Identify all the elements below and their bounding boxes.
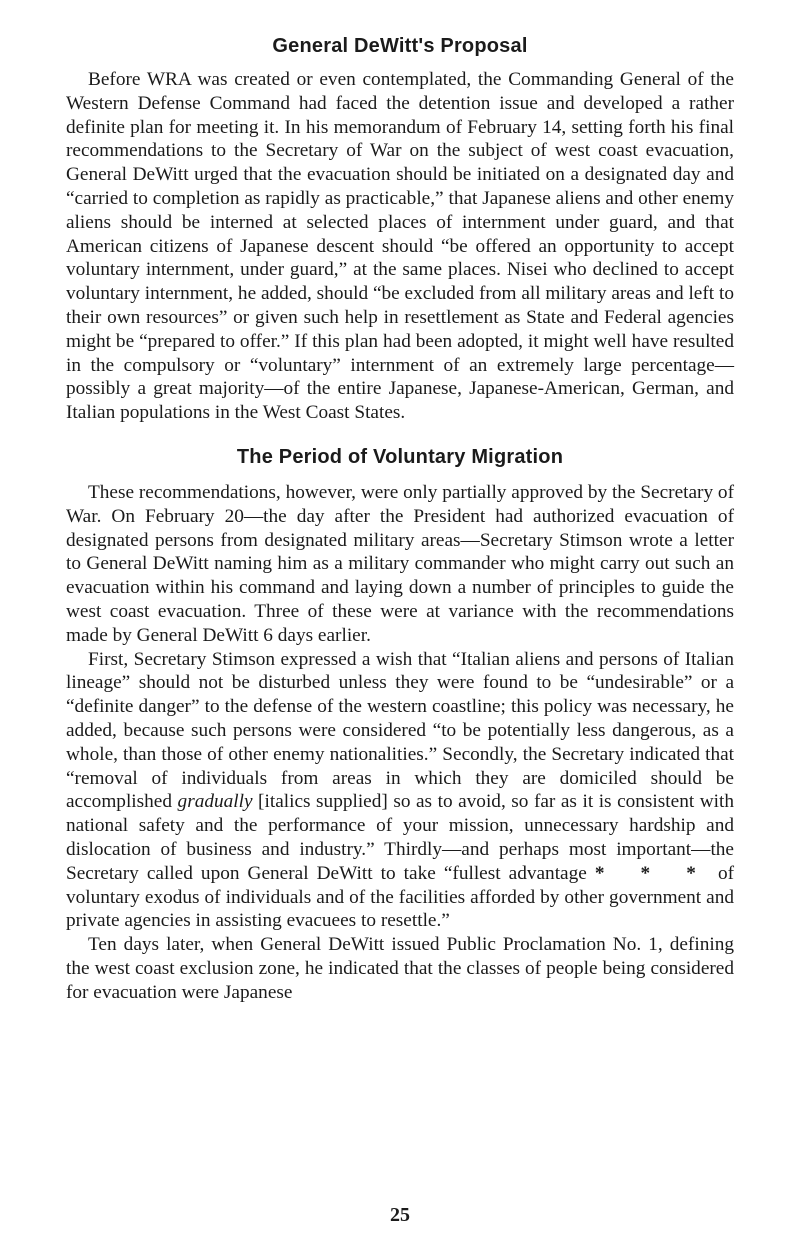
paragraph-stimson-principles xyxy=(66,648,734,934)
italic-gradually: gradually xyxy=(177,791,253,813)
paragraph-dewitt-proposal: Before WRA was created or even contemplated, the Commanding General of the Western Defense Command had faced the detention issue and developed a rather definite plan for meeting it. In his memorandum of February 14, setting forth his final recommendations to the Secretary of War on the subject of west coast evacuation, General DeWitt urged that the evacuation should be initiated on a designated day and “carried to completion as rapidly as practicable,” that Japanese aliens and other enemy aliens should be interned at selected places of internment under guard, and that American citizens of Japanese descent should “be offered an opportunity to accept voluntary internment, under guard,” at the same places. Nisei who declined to accept voluntary internment, he added, should “be excluded from all military areas and left to their own resources” or given such help in resettlement as State and Federal agencies might be “prepared to offer.” If this plan had been adopted, it might well have resulted in the compulsory or “voluntary” internment of an extremely large percentage—possibly a great majority—of the entire Japanese, Japanese-American, German, and Italian populations in the West Coast States. xyxy=(66,69,734,424)
paragraph-proclamation: Ten days later, when General DeWitt issued Public Proclamation No. 1, defining the west coast exclusion zone, he indicated that the classes of people being considered for evacuation were Japanese xyxy=(66,934,734,1003)
page-number: 25 xyxy=(390,1204,410,1226)
document-page xyxy=(66,30,734,1004)
section-heading-dewitt-proposal: General DeWitt's Proposal xyxy=(272,35,528,57)
paragraph-text-part-2: [italics supplied] so as to avoid, so far as it is consistent with national safety and the performance of your mission, unnecessary hardship and dislocation of business and industry.” Thirdly—and perhaps most important—the Secretary called upon General DeWitt to take “fullest advantage xyxy=(66,791,734,884)
paragraph-recommendations: These recommendations, however, were only partially approved by the Secretary of War. On February 20—the day after the President had authorized evacuation of designated persons from designated military areas—Secretary Stimson wrote a letter to General DeWitt naming him as a military commander who might carry out such an evacuation within his command and laying down a number of principles to guide the west coast evacuation. Three of these were at variance with the recommendations made by General DeWitt 6 days earlier. xyxy=(66,481,734,646)
ellipsis-asterisks: * * * xyxy=(594,862,710,884)
section-heading-voluntary-migration: The Period of Voluntary Migration xyxy=(236,445,564,468)
paragraph-text-part-3: of voluntary exodus of individuals and of the facilities afforded by other government and private agencies in assisting evacuees to resettle.” xyxy=(66,862,735,932)
paragraph-text-part-1: First, Secretary Stimson expressed a wish that “Italian aliens and persons of Italian lineage” should not be disturbed unless they were found to be “undesirable” or a “definite danger” to the defense of the western coastline; this policy was necessary, he added, because such persons were considered “to be potentially less dangerous, as a whole, than those of other enemy nationalities.” Secondly, the Secretary indicated that “removal of individuals from areas in which they are domiciled should be accomplished xyxy=(66,648,734,813)
